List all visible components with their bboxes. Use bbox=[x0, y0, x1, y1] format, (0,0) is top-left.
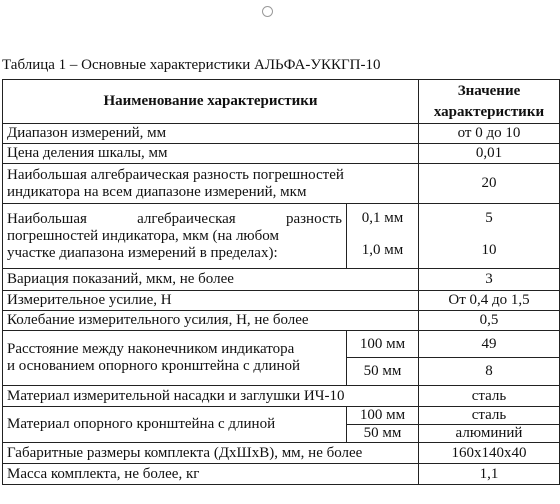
table-row bbox=[3, 269, 560, 291]
row1-value: от 0 до 10 bbox=[419, 124, 560, 144]
row11-name: Габаритные размеры комплекта (ДхШхВ), мм, не более bbox=[3, 443, 419, 464]
table-row bbox=[3, 144, 560, 164]
row6-value: От 0,4 до 1,5 bbox=[419, 291, 560, 311]
table-row bbox=[3, 407, 560, 425]
table-row bbox=[3, 443, 560, 464]
row10-sub2: 50 мм bbox=[347, 425, 419, 443]
row10-value1: сталь bbox=[419, 407, 560, 425]
row7-name: Колебание измерительного усилия, Н, не более bbox=[3, 311, 419, 331]
table-row bbox=[3, 291, 560, 311]
header-value-line1: Значение bbox=[457, 82, 521, 99]
row4-name-line2: погрешностей индикатора, мкм (на любом bbox=[7, 227, 279, 244]
table-row bbox=[3, 204, 560, 233]
row10-name: Материал опорного кронштейна с длиной bbox=[3, 407, 347, 443]
row1-name: Диапазон измерений, мм bbox=[3, 124, 419, 144]
page-marker-circle bbox=[262, 6, 273, 17]
table-caption: Таблица 1 – Основные характеристики АЛЬФА-УККГП-10 bbox=[2, 57, 381, 73]
table-row bbox=[3, 164, 560, 204]
row8-sub1: 100 мм bbox=[347, 331, 419, 358]
row12-value: 1,1 bbox=[419, 464, 560, 485]
row2-name: Цена деления шкалы, мм bbox=[3, 144, 419, 164]
row4-name-line3: участке диапазона измерений в пределах): bbox=[7, 244, 278, 261]
row9-value: сталь bbox=[419, 386, 560, 407]
header-name-column: Наименование характеристики bbox=[3, 80, 419, 124]
row4-value2: 10 bbox=[419, 233, 560, 269]
row3-name-line1: Наибольшая алгебраическая разность погрешностей bbox=[7, 166, 344, 183]
row4-name-line1: Наибольшая алгебраическая разность bbox=[7, 210, 342, 227]
row2-value: 0,01 bbox=[419, 144, 560, 164]
row10-sub1: 100 мм bbox=[347, 407, 419, 425]
table-row bbox=[3, 331, 560, 358]
header-value-column bbox=[419, 80, 560, 124]
row4-name bbox=[3, 204, 347, 269]
row3-name-line2: индикатора на всем диапазоне измерений, мкм bbox=[7, 183, 307, 200]
row11-value: 160х140х40 bbox=[419, 443, 560, 464]
row8-name bbox=[3, 331, 347, 386]
row8-name-line2: и основанием опорного кронштейна с длиной bbox=[7, 358, 301, 374]
row8-sub2: 50 мм bbox=[347, 358, 419, 386]
table-header-row bbox=[3, 80, 560, 124]
table-row bbox=[3, 464, 560, 485]
row5-value: 3 bbox=[419, 269, 560, 291]
row4-sub1: 0,1 мм bbox=[347, 204, 419, 233]
row6-name: Измерительное усилие, Н bbox=[3, 291, 419, 311]
header-value-line2: характеристики bbox=[433, 103, 545, 120]
row4-value1: 5 bbox=[419, 204, 560, 233]
row8-value2: 8 bbox=[419, 358, 560, 386]
characteristics-table bbox=[2, 79, 560, 485]
row5-name: Вариация показаний, мкм, не более bbox=[3, 269, 419, 291]
row7-value: 0,5 bbox=[419, 311, 560, 331]
row10-value2: алюминий bbox=[419, 425, 560, 443]
row12-name: Масса комплекта, не более, кг bbox=[3, 464, 419, 485]
row9-name: Материал измерительной насадки и заглушки ИЧ-10 bbox=[3, 386, 419, 407]
row8-name-line1: Расстояние между наконечником индикатора bbox=[7, 341, 295, 357]
row3-name bbox=[3, 164, 419, 204]
table-row bbox=[3, 311, 560, 331]
row3-value: 20 bbox=[419, 164, 560, 204]
row4-sub2: 1,0 мм bbox=[347, 233, 419, 269]
row8-value1: 49 bbox=[419, 331, 560, 358]
table-row bbox=[3, 386, 560, 407]
table-row bbox=[3, 124, 560, 144]
